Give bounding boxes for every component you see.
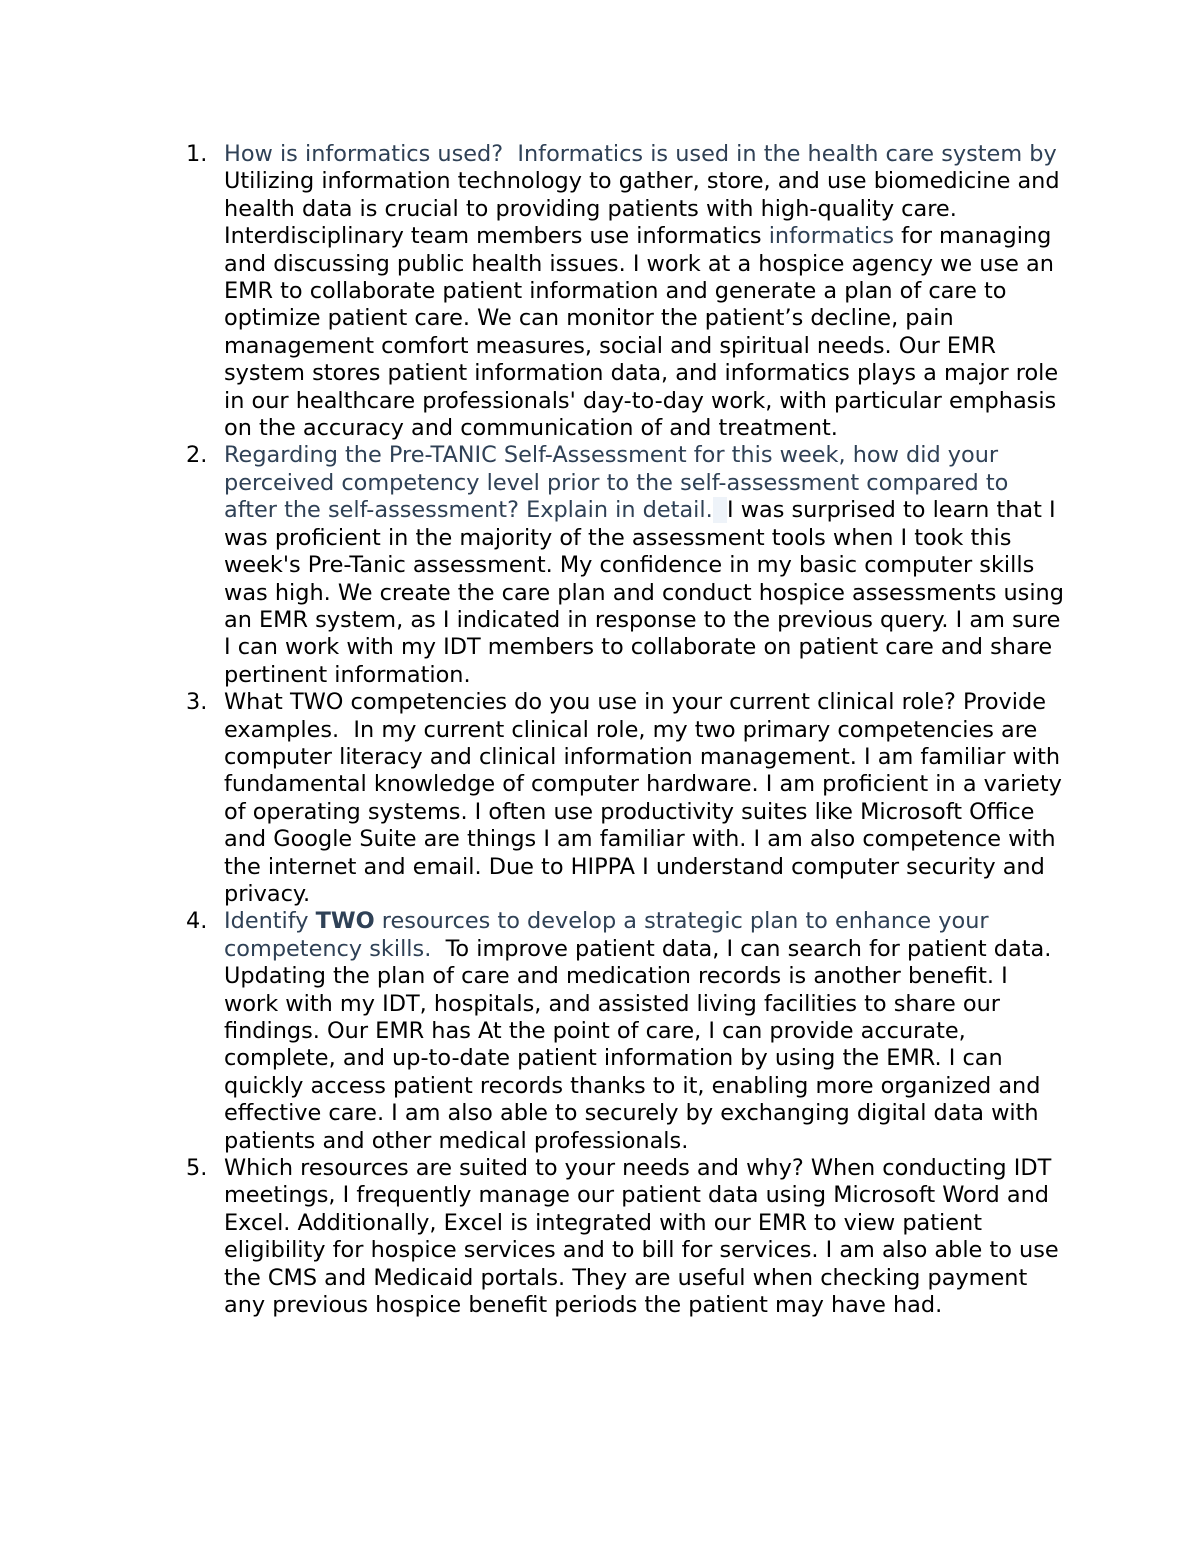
list-item-3 xyxy=(186,689,1066,908)
question-emphasis: TWO xyxy=(315,908,375,935)
question-continuation: Informatics is used in the health care system by xyxy=(517,141,1057,167)
question-text: How is informatics used? xyxy=(224,141,504,167)
question-text: What TWO competencies do you use in your current clinical role? Provide examples. xyxy=(224,689,1046,743)
answer-text: When conducting IDT meetings, I frequently manage our patient data using Microsoft Word and Excel. Additionally, Excel is integrated with our EMR to view patient eligibility for hospice services and to bill for services. I am also able to use the CMS and Medicaid portals. They are useful when checking payment any previous hospice benefit periods the patient may have had. xyxy=(224,1155,1059,1319)
item-number: 2. xyxy=(186,442,208,469)
item-number: 5. xyxy=(186,1155,208,1182)
question-text: Which resources are suited to your needs and why? xyxy=(224,1155,804,1182)
item-number: 3. xyxy=(186,689,208,716)
answer-text: I was surprised to learn that I was proficient in the majority of the assessment tools when I took this week's Pre-Tanic assessment. My confidence in my basic computer skills was high. We create the care plan and conduct hospice assessments using an EMR system, as I indicated in response to the previous query. I am sure I can work with my IDT members to collaborate on patient care and share pertinent information. xyxy=(224,497,1064,688)
answer-text-continued: for managing and discussing public health issues. I work at a hospice agency we use an EMR to collaborate patient information and generate a plan of care to optimize patient care. We can monitor the patient’s decline, pain management comfort measures, social and spiritual needs. Our EMR system stores patient information data, and informatics plays a major role in our healthcare professionals' day-to-day work, with particular emphasis on the accuracy and communication of and treatment. xyxy=(224,223,1059,442)
list-item-5 xyxy=(186,1155,1066,1319)
question-list xyxy=(186,141,1066,1319)
question-text-end: resources to develop a strategic plan to enhance your competency skills. xyxy=(224,908,989,962)
answer-text: Utilizing information technology to gather, store, and use biomedicine and health data is crucial to providing patients with high-quality care. Interdisciplinary team members use informatics xyxy=(224,168,1060,250)
list-item-1 xyxy=(186,141,1066,442)
answer-text: In my current clinical role, my two primary competencies are computer literacy and clinical information management. I am familiar with fundamental knowledge of computer hardware. I am proficient in a variety of operating systems. I often use productivity suites like Microsoft Office and Google Suite are things I am familiar with. I am also competence with the internet and email. Due to HIPPA I understand computer security and privacy. xyxy=(224,716,1062,907)
item-number: 4. xyxy=(186,908,208,935)
question-text-start: Identify xyxy=(224,908,309,935)
list-item-2 xyxy=(186,442,1066,689)
answer-text: To improve patient data, I can search for patient data. Updating the plan of care and medication records is another benefit. I work with my IDT, hospitals, and assisted living facilities to share our findings. Our EMR has At the point of care, I can provide accurate, complete, and up-to-date patient information by using the EMR. I can quickly access patient records thanks to it, enabling more organized and effective care. I am also able to securely by exchanging digital data with patients and other medical professionals. xyxy=(224,935,1052,1154)
answer-colored-word: informatics xyxy=(768,223,895,250)
item-number: 1. xyxy=(186,141,208,167)
question-text: Regarding the Pre-TANIC Self-Assessment for this week, how did your perceived competency level prior to the self-assessment compared to after the self-assessment? Explain in detail. xyxy=(224,442,1009,524)
list-item-4 xyxy=(186,908,1066,1155)
